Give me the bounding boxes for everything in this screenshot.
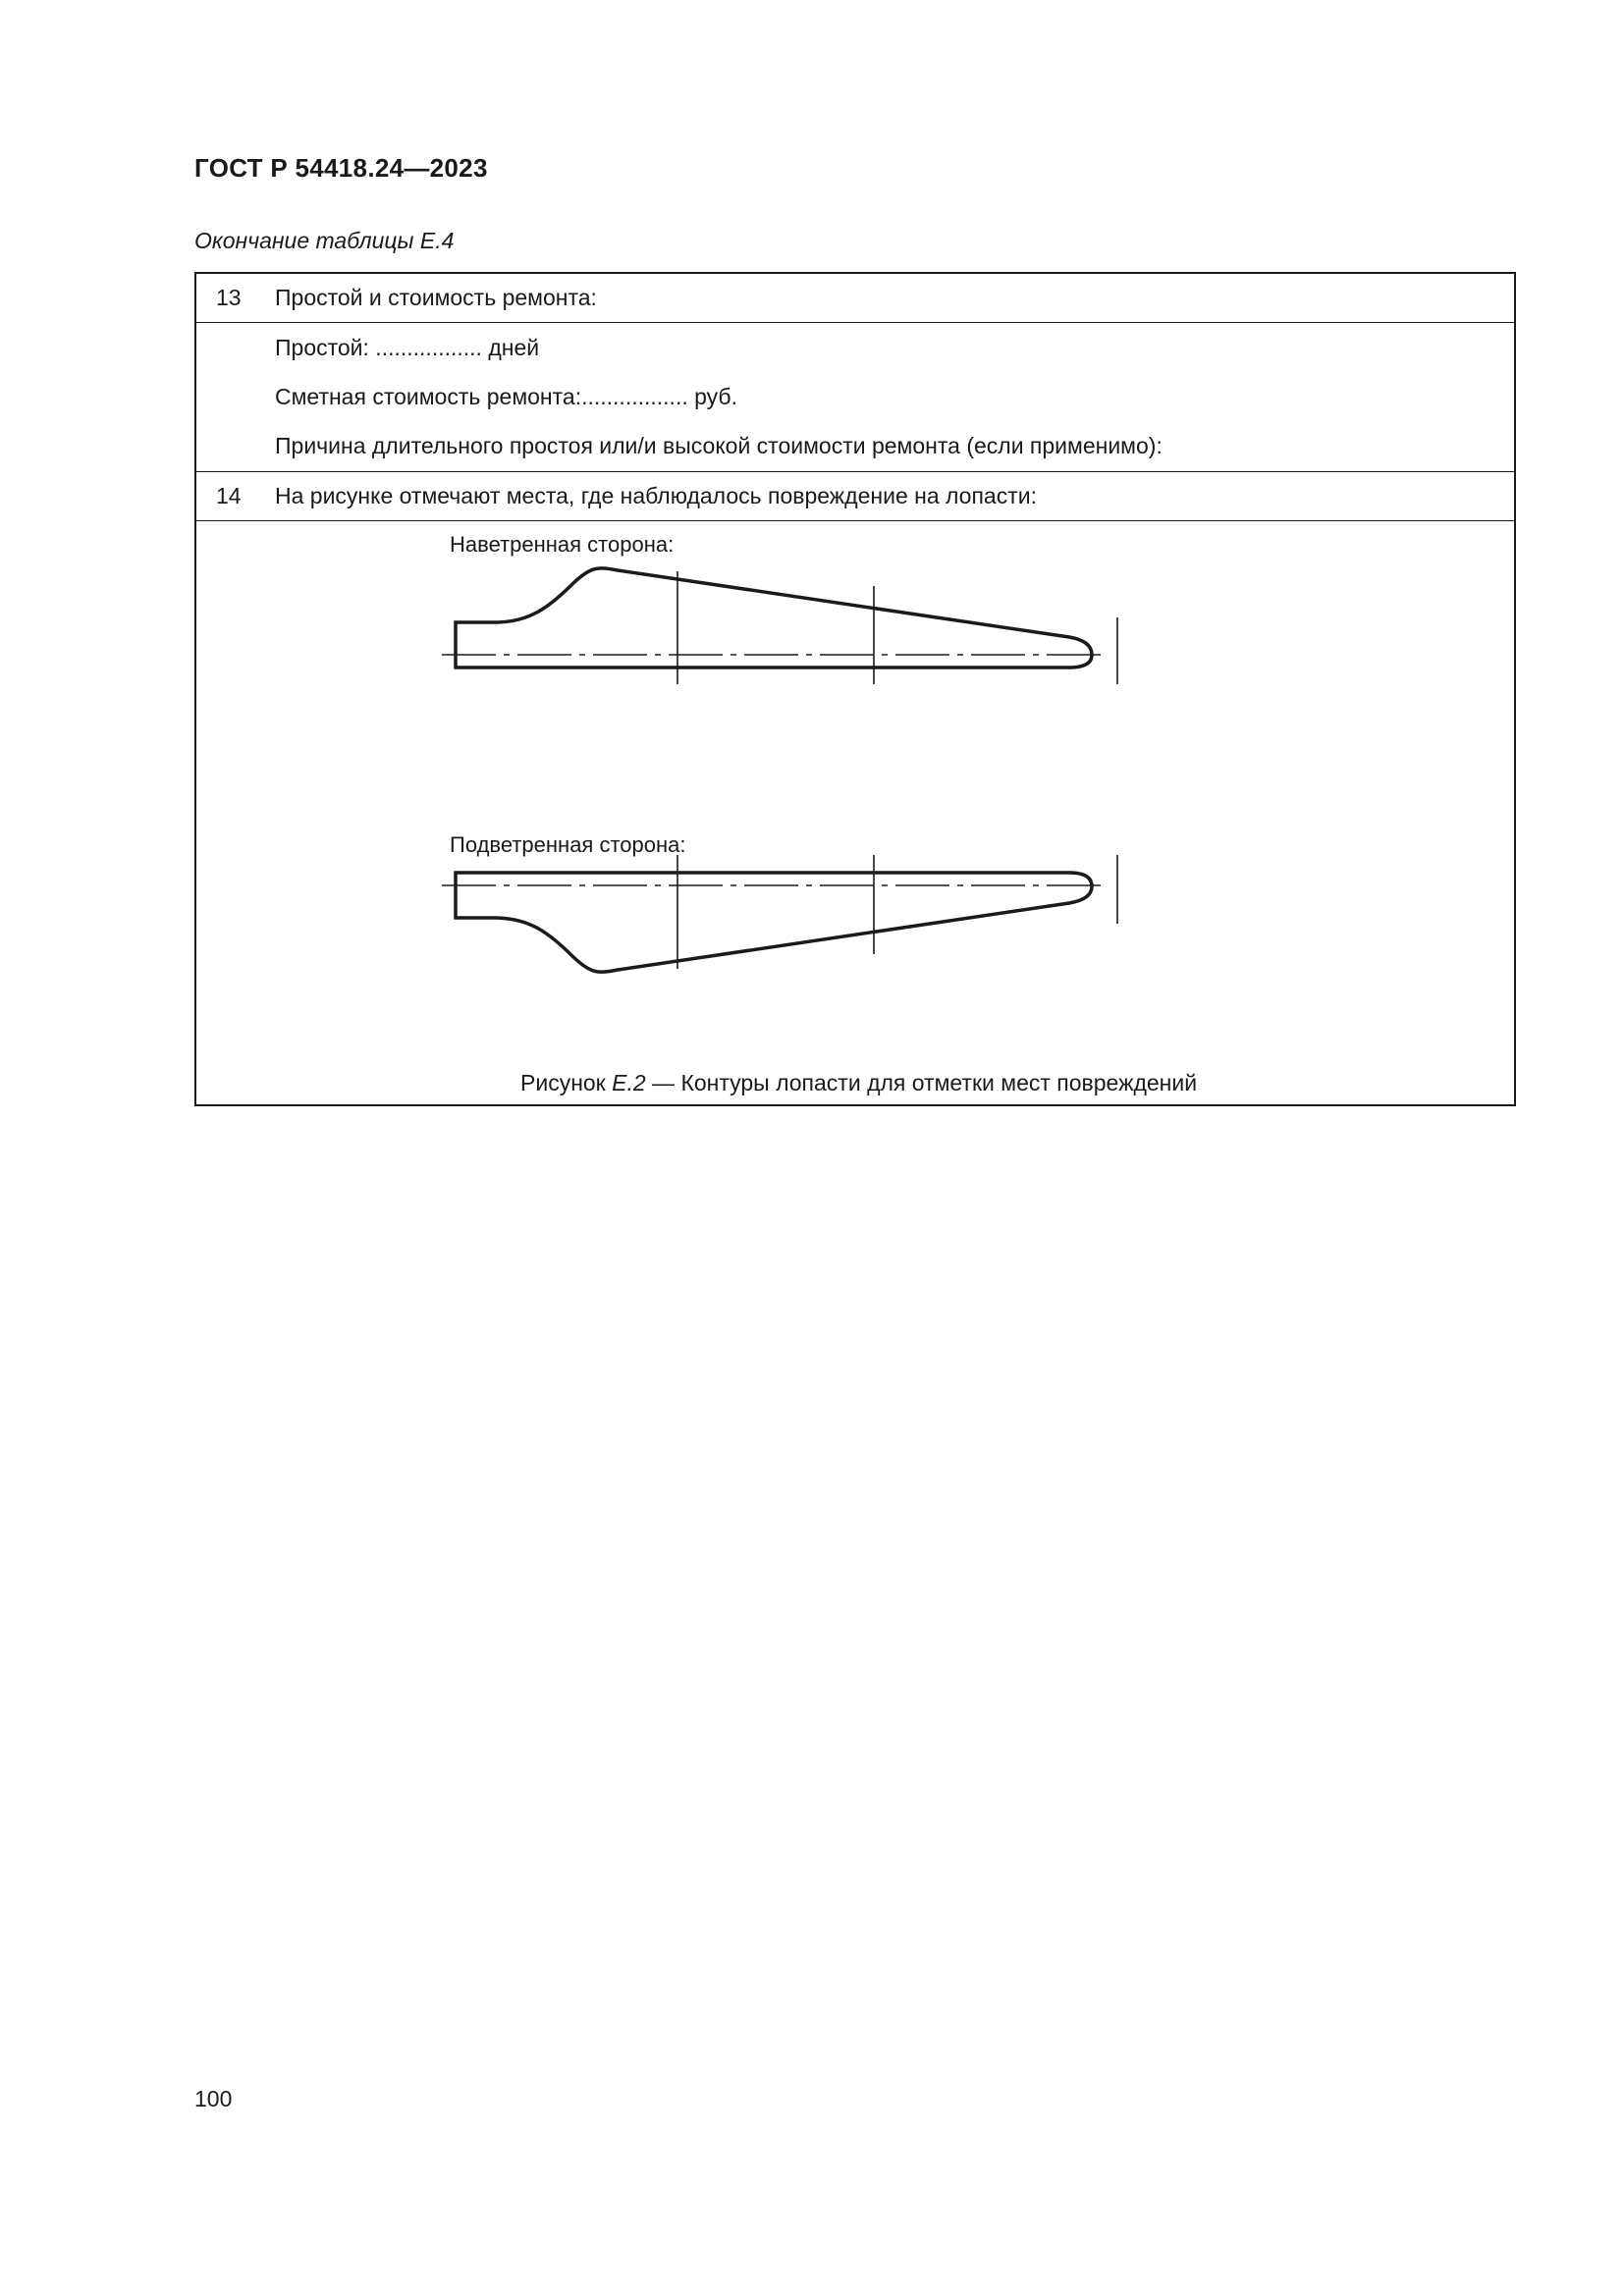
row-number: 13 — [216, 285, 242, 310]
row-title: На рисунке отмечают места, где наблюдалось повреждение на лопасти: — [275, 483, 1037, 508]
repair-cost-line: Сметная стоимость ремонта:................. руб. — [275, 384, 737, 409]
table-caption: Окончание таблицы Е.4 — [194, 228, 455, 253]
leeward-side-label: Подветренная сторона: — [450, 832, 686, 857]
row-title: Простой и стоимость ремонта: — [275, 285, 597, 310]
figure-caption — [520, 1070, 1197, 1096]
figure-caption-prefix: Рисунок — [520, 1070, 613, 1095]
table-e4-continuation — [194, 272, 1516, 1106]
leeward-blade-outline — [436, 863, 1359, 1020]
figure-number: Е.2 — [612, 1070, 646, 1095]
blade-contour — [456, 568, 1092, 667]
row-number: 14 — [216, 483, 242, 508]
windward-blade-outline — [436, 568, 1359, 725]
blade-contour — [456, 873, 1092, 972]
figure-caption-text: — Контуры лопасти для отметки мест повреждений — [645, 1070, 1198, 1095]
document-header: ГОСТ Р 54418.24—2023 — [194, 153, 488, 183]
table-row-13 — [196, 274, 1514, 323]
downtime-line: Простой: ................. дней — [275, 335, 540, 360]
windward-side-label: Наветренная сторона: — [450, 532, 675, 557]
downtime-reason-line: Причина длительного простоя или/и высокой стоимости ремонта (если применимо): — [275, 433, 1163, 458]
page-number: 100 — [194, 2086, 233, 2111]
table-row-14 — [196, 471, 1514, 521]
